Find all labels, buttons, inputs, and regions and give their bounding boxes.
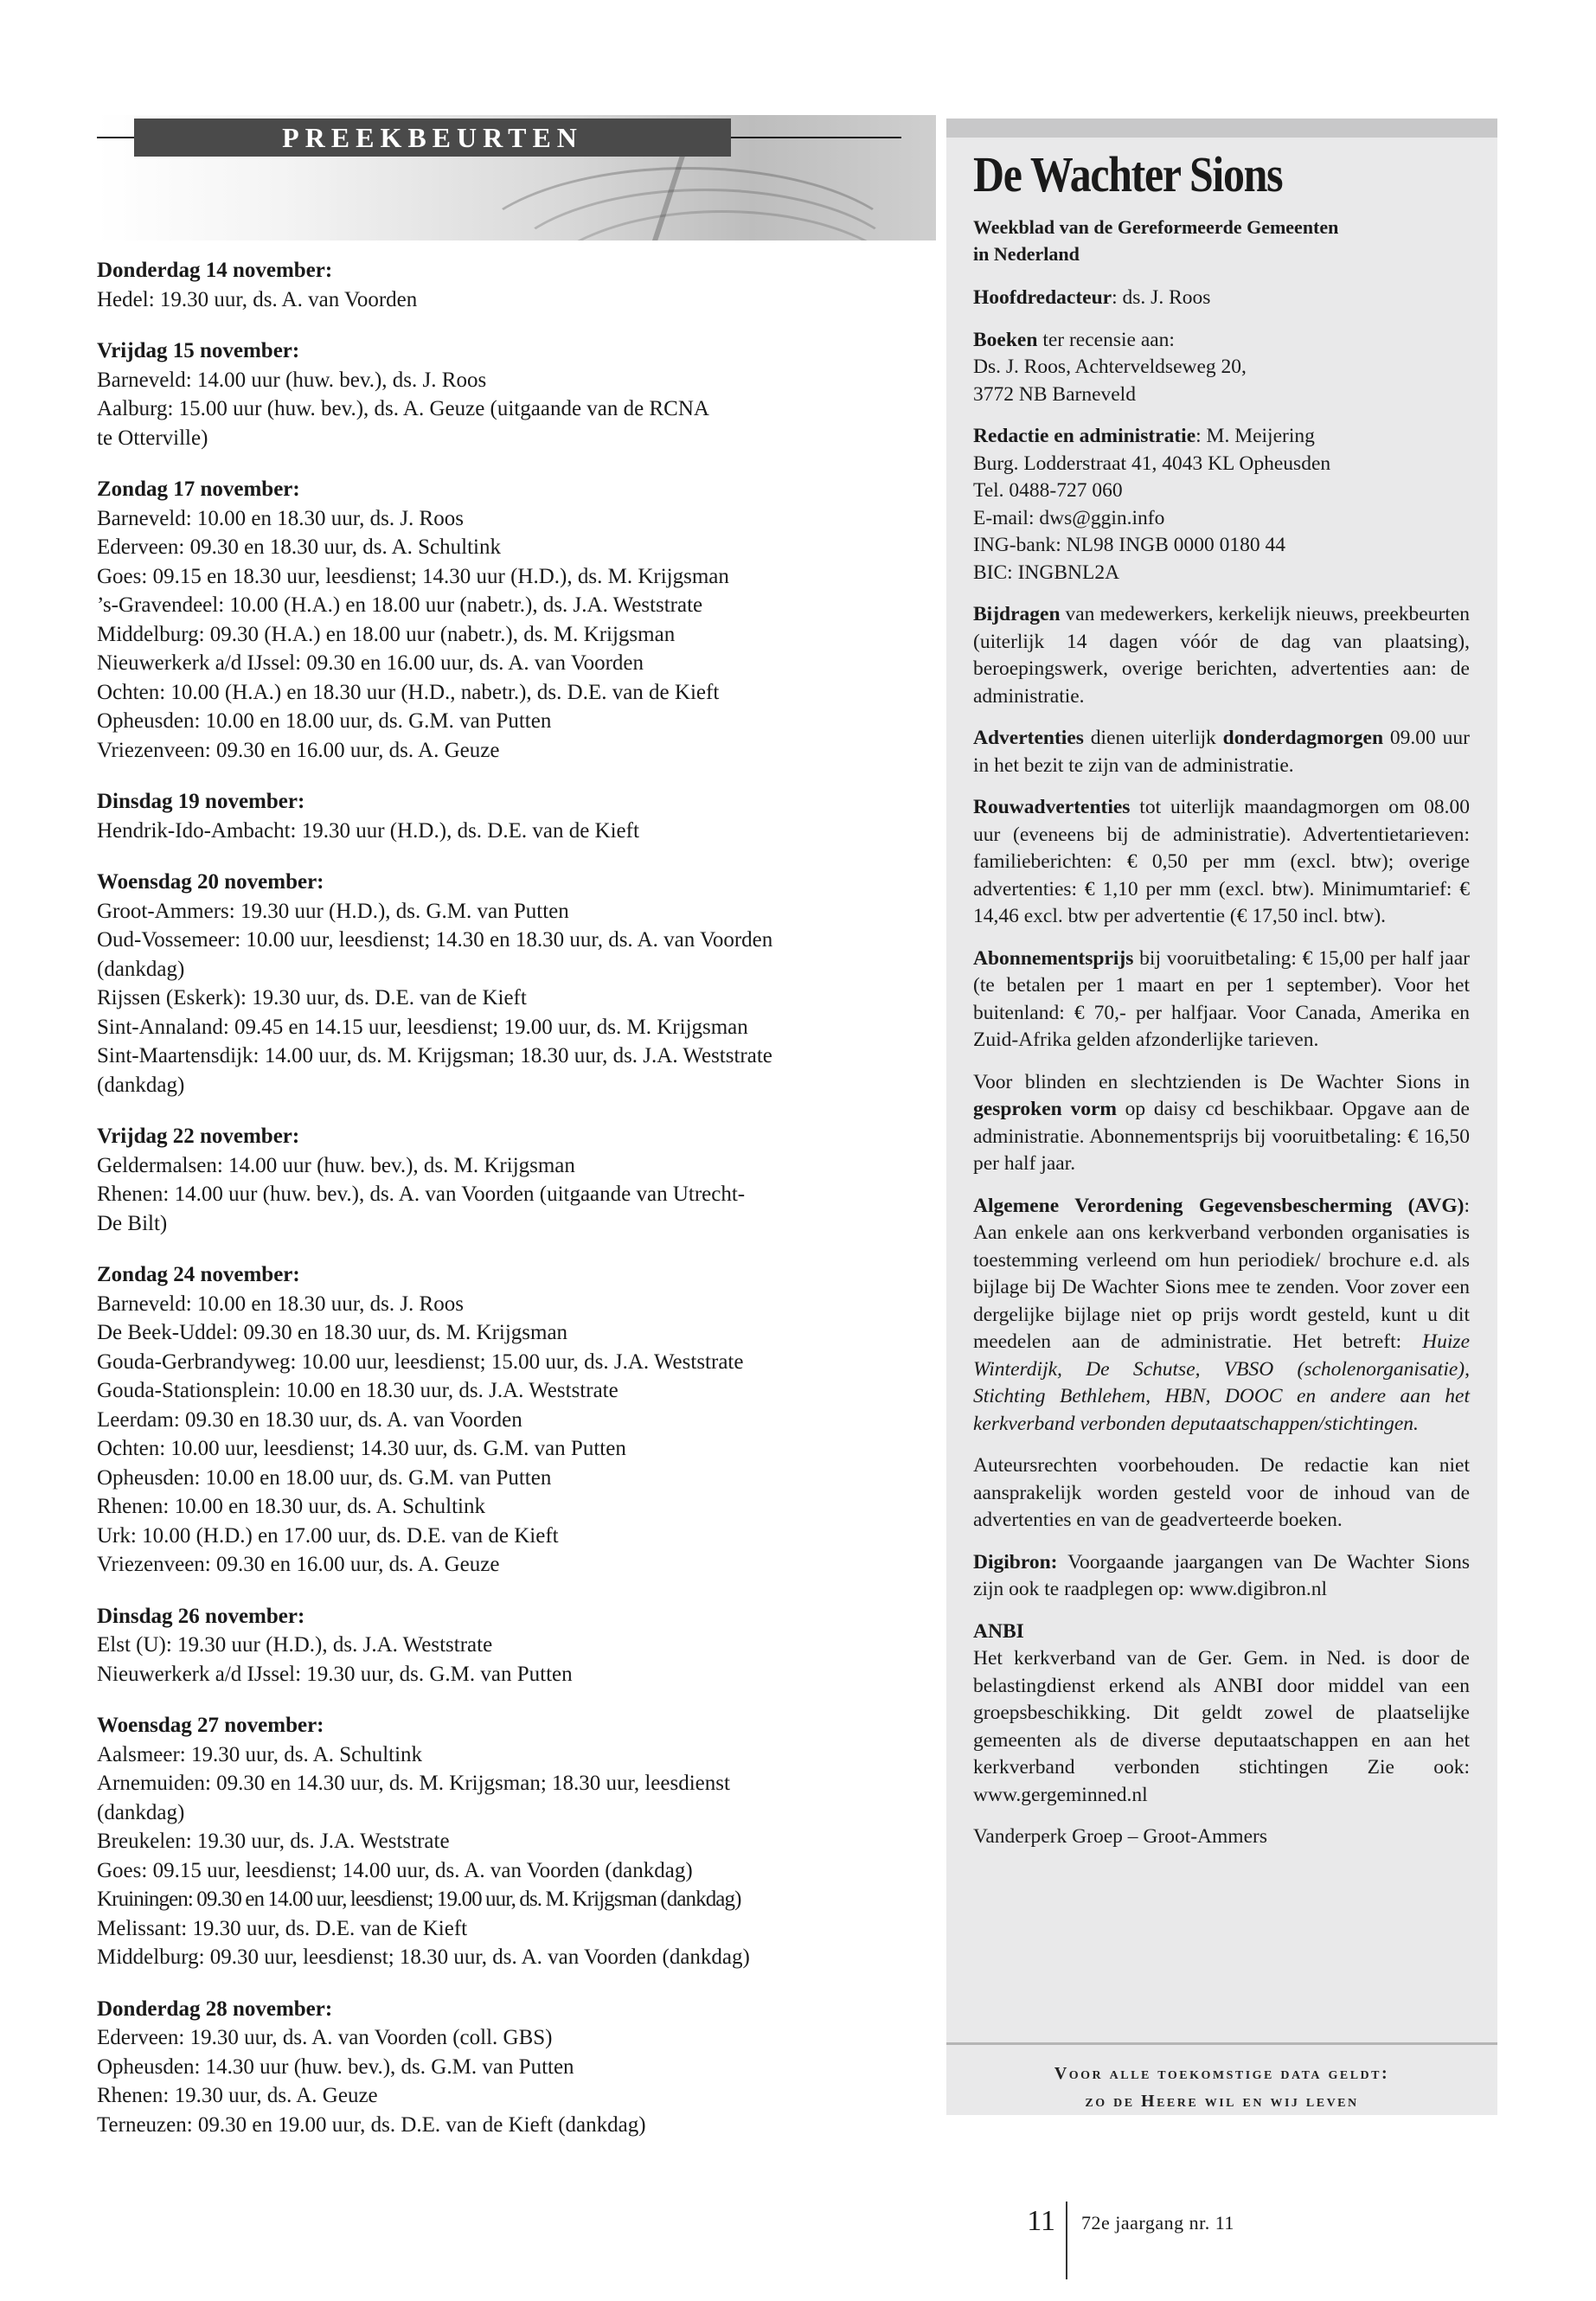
service-entry: Ochten: 10.00 (H.A.) en 18.30 uur (H.D., nabetr.), ds. D.E. van de Kieft	[97, 680, 720, 704]
service-entry: Urk: 10.00 (H.D.) en 17.00 uur, ds. D.E. van de Kieft	[97, 1523, 559, 1548]
schedule-day	[97, 868, 910, 1099]
service-entry: Nieuwerkerk a/d IJssel: 09.30 en 16.00 uur, ds. A. van Voorden	[97, 651, 644, 675]
service-entry: Opheusden: 14.30 uur (huw. bev.), ds. G.M. van Putten	[97, 2054, 574, 2079]
service-entry: Rijssen (Eskerk): 19.30 uur, ds. D.E. van de Kieft	[97, 986, 527, 1009]
service-entry: Rhenen: 10.00 en 18.30 uur, ds. A. Schultink	[97, 1495, 485, 1518]
service-entry: (dankdag)	[97, 957, 185, 981]
service-entry: Gouda-Stationsplein: 10.00 en 18.30 uur, ds. J.A. Weststrate	[97, 1379, 619, 1402]
service-entry: Barneveld: 10.00 en 18.30 uur, ds. J. Roos	[97, 1292, 464, 1316]
service-entry: Ederveen: 09.30 en 18.30 uur, ds. A. Schultink	[97, 535, 501, 559]
service-entry: Rhenen: 14.00 uur (huw. bev.), ds. A. van Voorden (uitgaande van Utrecht-	[97, 1183, 746, 1206]
schedule-day	[97, 256, 910, 314]
gdpr-info: Algemene Verordening Gegevensbescherming (AVG): Aan enkele aan ons kerkverband verbonden organisaties is toestemming verleend om hun periodiek/ brochure e.d. als bijlage bij De Wachter Sions mee te zenden. Voor zover een dergelijke bijlage niet op prijs wordt gesteld, kunt u dit meedelen aan de administratie. Het betreft: Huize Winterdijk, De Schutse, VBSO (scholenorganisatie), Stichting Bethlehem, HBN, DOOC en andere aan het kerkverband verbonden deputaatschappen/stichtingen.	[973, 1194, 1470, 1435]
service-entry: Nieuwerkerk a/d IJssel: 19.30 uur, ds. G.M. van Putten	[97, 1662, 573, 1686]
service-entry: Kruiningen: 09.30 en 14.00 uur, leesdienst; 19.00 uur, ds. M. Krijgsman (dankdag)	[97, 1888, 741, 1911]
service-entry: Rhenen: 19.30 uur, ds. A. Geuze	[97, 2084, 378, 2107]
schedule-day	[97, 1995, 910, 2140]
motto: Voor alle toekomstige data geldt: zo de Heere wil en wij leven	[1054, 2064, 1390, 2111]
service-entry: te Otterville)	[97, 426, 208, 450]
day-heading: Donderdag 28 november:	[97, 1997, 333, 2021]
schedule-day	[97, 1260, 910, 1580]
page-number: 11	[1027, 2205, 1055, 2237]
publication-title: De Wachter Sions	[973, 146, 1283, 202]
service-entry: Opheusden: 10.00 en 18.00 uur, ds. G.M. van Putten	[97, 709, 552, 733]
service-entry: Barneveld: 14.00 uur (huw. bev.), ds. J. Roos	[97, 368, 487, 392]
day-heading: Woensdag 20 november:	[97, 870, 324, 894]
service-entry: Aalburg: 15.00 uur (huw. bev.), ds. A. Geuze (uitgaande van de RCNA	[97, 397, 709, 420]
schedule-day	[97, 336, 910, 452]
schedule-day	[97, 1122, 910, 1238]
service-entry: Goes: 09.15 uur, leesdienst; 14.00 uur, ds. A. van Voorden (dankdag)	[97, 1858, 693, 1882]
day-heading: Zondag 24 november:	[97, 1263, 300, 1286]
service-entry: Barneveld: 10.00 en 18.30 uur, ds. J. Roos	[97, 506, 464, 530]
service-entry: De Bilt)	[97, 1211, 168, 1235]
day-heading: Vrijdag 22 november:	[97, 1125, 300, 1148]
copyright-info: Auteursrechten voorbehouden. De redactie kan niet aansprakelijk worden gesteld voor de inhoud van de advertenties en van de geadverteerde boeken.	[973, 1454, 1470, 1531]
day-heading: Dinsdag 19 november:	[97, 790, 305, 813]
schedule-day	[97, 787, 910, 845]
service-entry: Leerdam: 09.30 en 18.30 uur, ds. A. van Voorden	[97, 1407, 522, 1432]
service-entry: Ederveen: 19.30 uur, ds. A. van Voorden (coll. GBS)	[97, 2026, 553, 2049]
book-review-address: Boeken ter recensie aan: Ds. J. Roos, Achterveldseweg 20, 3772 NB Barneveld	[973, 328, 1247, 406]
service-entry: Oud-Vossemeer: 10.00 uur, leesdienst; 14.30 en 18.30 uur, ds. A. van Voorden	[97, 928, 773, 952]
service-entry: Geldermalsen: 14.00 uur (huw. bev.), ds. M. Krijgsman	[97, 1153, 575, 1177]
service-entry: Goes: 09.15 en 18.30 uur, leesdienst; 14.30 uur (H.D.), ds. M. Krijgsman	[97, 564, 729, 588]
service-entry: Middelburg: 09.30 (H.A.) en 18.00 uur (nabetr.), ds. M. Krijgsman	[97, 622, 676, 646]
anbi-info: ANBI Het kerkverband van de Ger. Gem. in Ned. is door de belastingdienst erkend als ANBI door middel van een groepsbeschikking. Dit geldt zowel de plaatselijke gemeenten als de diverse deputaatschappen en aan het kerkverband verbonden stichtingen Zie ook: www.gergeminned.nl	[973, 1619, 1470, 1806]
service-entry: Opheusden: 10.00 en 18.00 uur, ds. G.M. van Putten	[97, 1465, 552, 1490]
service-entry: Middelburg: 09.30 uur, leesdienst; 18.30 uur, ds. A. van Voorden (dankdag)	[97, 1945, 750, 1969]
service-entry: Breukelen: 19.30 uur, ds. J.A. Weststrate	[97, 1830, 450, 1853]
day-heading: Zondag 17 november:	[97, 478, 300, 501]
audio-edition-info: Voor blinden en slechtzienden is De Wachter Sions in gesproken vorm op daisy cd beschikbaar. Opgave aan de administratie. Abonnementsprijs bij vooruitbetaling: € 16,50 per half jaar.	[973, 1070, 1470, 1175]
service-entry: Hedel: 19.30 uur, ds. A. van Voorden	[97, 287, 418, 311]
service-entry: ’s-Gravendeel: 10.00 (H.A.) en 18.00 uur (nabetr.), ds. J.A. Weststrate	[97, 593, 703, 617]
email-address: E-mail: dws@ggin.info	[973, 506, 1165, 529]
service-entry: (dankdag)	[97, 1800, 185, 1824]
service-entry: Vriezenveen: 09.30 en 16.00 uur, ds. A. Geuze	[97, 1553, 500, 1576]
service-entry: Gouda-Gerbrandyweg: 10.00 uur, leesdienst; 15.00 uur, ds. J.A. Weststrate	[97, 1349, 744, 1374]
service-entry: Elst (U): 19.30 uur (H.D.), ds. J.A. Weststrate	[97, 1633, 493, 1657]
service-entry: Melissant: 19.30 uur, ds. D.E. van de Kieft	[97, 1916, 468, 1940]
service-entry: Sint-Maartensdijk: 14.00 uur, ds. M. Krijgsman; 18.30 uur, ds. J.A. Weststrate	[97, 1044, 772, 1067]
editor-in-chief: Hoofdredacteur: ds. J. Roos	[973, 286, 1211, 309]
footer-divider	[1066, 2202, 1067, 2279]
contributions-info: Bijdragen van medewerkers, kerkelijk nieuws, preekbeurten (uiterlijk 14 dagen vóór de dag van plaatsing), beroepingswerk, overige berichten, advertenties aan: de administratie.	[973, 603, 1470, 708]
mourning-ads-info: Rouwadvertenties tot uiterlijk maandagmorgen om 08.00 uur (eveneens bij de administratie). Advertentietarieven: familieberichten: € 0,50 per mm (excl. btw); overige advertenties: € 1,10 per mm (excl. btw). Minimumtarief: € 14,46 excl. btw per advertentie (€ 17,50 incl. btw).	[973, 796, 1470, 927]
subscription-info: Abonnementsprijs bij vooruitbetaling: € 15,00 per half jaar (te betalen per 1 maart en per 1 september). Voor het buitenland: € 70,- per halfjaar. Voor Canada, Amerika en Zuid-Afrika gelden afzonderlijke tarieven.	[973, 946, 1470, 1051]
day-heading: Dinsdag 26 november:	[97, 1604, 305, 1628]
section-title: PREEKBEURTEN	[134, 119, 731, 157]
sidebar-divider	[946, 2042, 1497, 2045]
sidebar-top-bar	[946, 119, 1497, 138]
colophon-sidebar	[946, 119, 1497, 2115]
service-entry: Sint-Annaland: 09.45 en 14.15 uur, leesdienst; 19.00 uur, ds. M. Krijgsman	[97, 1015, 748, 1039]
digibron-info: Digibron: Voorgaande jaargangen van De Wachter Sions zijn ook te raadplegen op: www.digibron.nl	[973, 1550, 1470, 1600]
advertisements-info: Advertenties dienen uiterlijk donderdagmorgen 09.00 uur in het bezit te zijn van de administratie.	[973, 727, 1471, 777]
service-entry: Ochten: 10.00 uur, leesdienst; 14.30 uur, ds. G.M. van Putten	[97, 1437, 626, 1460]
schedule-column	[97, 256, 910, 2162]
schedule-day	[97, 475, 910, 765]
service-entry: Hendrik-Ido-Ambacht: 19.30 uur (H.D.), ds. D.E. van de Kieft	[97, 818, 639, 843]
schedule-day	[97, 1711, 910, 1972]
printer-info: Vanderperk Groep – Groot-Ammers	[973, 1825, 1267, 1848]
service-entry: Aalsmeer: 19.30 uur, ds. A. Schultink	[97, 1742, 423, 1766]
day-heading: Donderdag 14 november:	[97, 259, 333, 282]
service-entry: (dankdag)	[97, 1073, 185, 1097]
service-entry: Arnemuiden: 09.30 en 14.30 uur, ds. M. Krijgsman; 18.30 uur, leesdienst	[97, 1772, 730, 1795]
day-heading: Vrijdag 15 november:	[97, 339, 300, 362]
service-entry: Groot-Ammers: 19.30 uur (H.D.), ds. G.M. van Putten	[97, 899, 569, 923]
publication-subtitle: Weekblad van de Gereformeerde Gemeenten in Nederland	[973, 216, 1339, 265]
day-heading: Woensdag 27 november:	[97, 1714, 324, 1737]
editorial-administration: Redactie en administratie: M. Meijering Burg. Lodderstraat 41, 4043 KL Opheusden Tel. 0488-727 060 E-mail: dws@ggin.info ING-bank: NL98 INGB 0000 0180 44 BIC: INGBNL2A	[973, 423, 1470, 586]
service-entry: Vriezenveen: 09.30 en 16.00 uur, ds. A. Geuze	[97, 738, 500, 762]
service-entry: De Beek-Uddel: 09.30 en 18.30 uur, ds. M. Krijgsman	[97, 1321, 568, 1344]
schedule-day	[97, 1602, 910, 1689]
issue-info: 72e jaargang nr. 11	[1081, 2212, 1234, 2234]
service-entry: Terneuzen: 09.30 en 19.00 uur, ds. D.E. van de Kieft (dankdag)	[97, 2112, 646, 2137]
